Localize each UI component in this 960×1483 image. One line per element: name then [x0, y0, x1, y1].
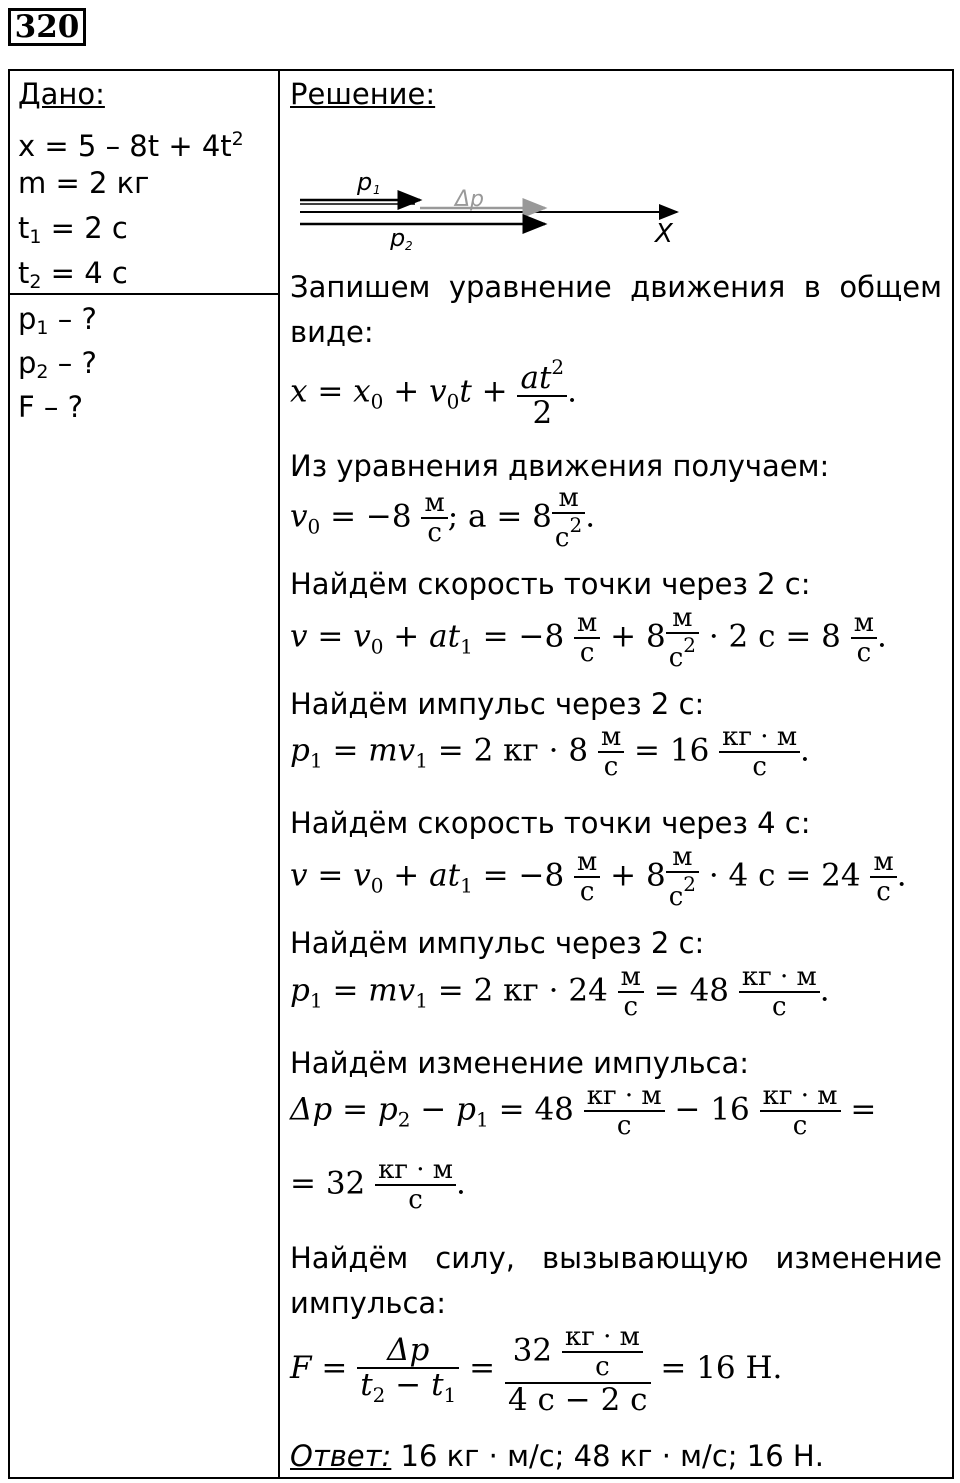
- answer: [290, 1439, 824, 1473]
- p2-label: p: [390, 224, 406, 250]
- text-momentum-change: Найдём изменение импульса:: [290, 1046, 750, 1080]
- text-force: Найдём силу, вызывающую изменение: [290, 1241, 942, 1275]
- axis-label: X: [655, 219, 673, 249]
- text-momentum-4s: Найдём импульс через 2 с:: [290, 926, 705, 960]
- find-p1: $p_1$ – ?: [18, 302, 97, 339]
- answer-label: Ответ:: [290, 1439, 392, 1473]
- given-t1: $t_1 = 2$ с: [18, 211, 128, 248]
- text-speed-2s: Найдём скорость точки через 2 с:: [290, 567, 811, 601]
- given-equation: $x = 5 - 8t + 4t^2$: [18, 128, 244, 163]
- answer-text: 16 кг · м/с; 48 кг · м/с; 16 Н.: [391, 1439, 824, 1473]
- momentum-diagram: [295, 160, 695, 250]
- p2-label-sub: 2: [405, 239, 413, 250]
- eq-speed-2s: $v = v_0 + at_1 = -8$ м с + 8 м $с^2$ · 2 с = 8 м с .: [290, 603, 887, 673]
- solution-header: Решение:: [290, 77, 436, 111]
- delta-p-label: Δp: [455, 187, 485, 212]
- text-from-equation: Из уравнения движения получаем:: [290, 449, 830, 483]
- p1-label: p: [357, 168, 373, 196]
- eq-delta-p-result: = 32 кг · м с .: [290, 1155, 466, 1215]
- given-header: Дано:: [18, 77, 105, 111]
- text-momentum-2s: Найдём импульс через 2 с:: [290, 687, 705, 721]
- text-equation-intro: Запишем уравнение движения в общем: [290, 270, 942, 304]
- text-force-cont: импульса:: [290, 1286, 446, 1320]
- eq-momentum-4s: $p_1 = mv_1 = 2$ кг · 24 м с = 48 кг · м с .: [290, 962, 830, 1022]
- given-mass: m = 2 кг: [18, 166, 150, 200]
- problem-number: 320: [8, 8, 86, 46]
- eq-v0-a: $v_0 = -8$ м с ; a = 8 м $с^2$ .: [290, 483, 596, 553]
- find-p2: $p_2$ – ?: [18, 346, 97, 383]
- eq-speed-4s: $v = v_0 + at_1 = -8$ м с + 8 м $с^2$ · 4 с = 24 м с .: [290, 842, 907, 912]
- p1-label-sub: 1: [373, 183, 381, 197]
- eq-general-motion: $x = x_0 + v_0t$ + $\frac{at^2}{2}$ .: [290, 355, 578, 431]
- column-divider: [278, 69, 280, 1479]
- text-speed-4s: Найдём скорость точки через 4 с:: [290, 806, 811, 840]
- given-t2: $t_2 = 4$ с: [18, 256, 128, 293]
- eq-delta-p: $\Delta p = p_2 - p_1 = 48$ кг · м с − 16 кг · м с =: [290, 1081, 877, 1141]
- eq-force: F = $\frac{\Delta p}{t_2 - t_1}$ = 32 кг · м с 4 с − 2 с = 16 Н.: [290, 1322, 783, 1418]
- find-force: F – ?: [18, 390, 84, 424]
- text-equation-intro-cont: виде:: [290, 315, 374, 349]
- eq-momentum-2s: $p_1 = mv_1 = 2$ кг · 8 м с = 16 кг · м с .: [290, 722, 810, 782]
